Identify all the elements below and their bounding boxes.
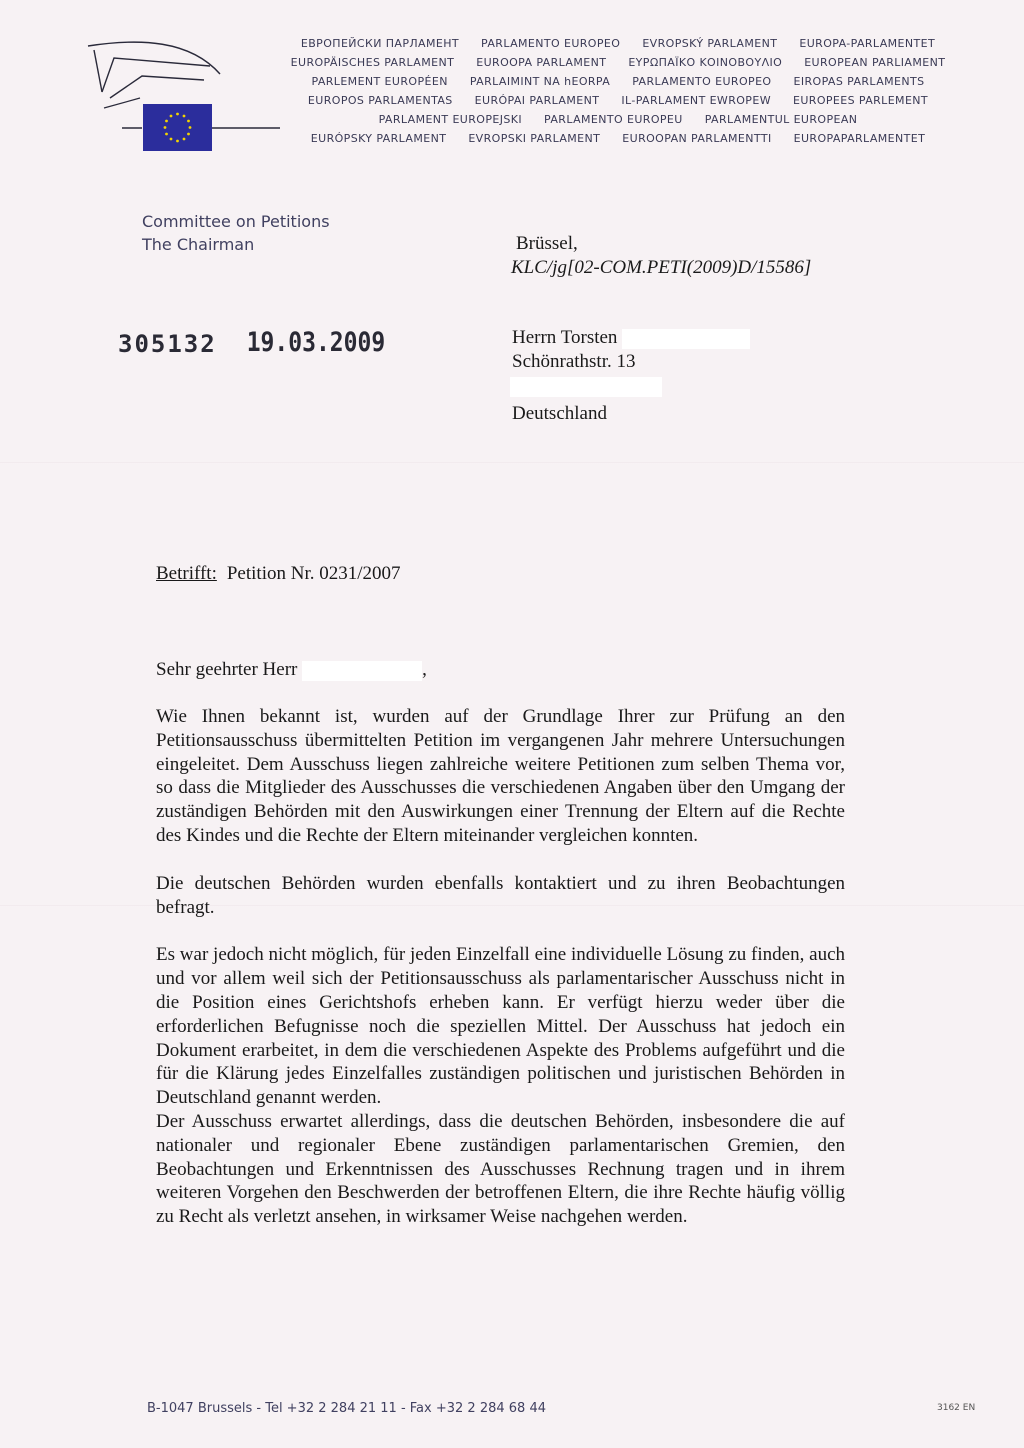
recipient-address: [512, 326, 750, 426]
receipt-stamp: [118, 327, 386, 358]
language-name: EUROPEES PARLEMENT: [792, 94, 929, 107]
salutation-text: Sehr geehrter Herr: [156, 659, 298, 680]
subject-label: Betrifft:: [156, 563, 217, 584]
language-name: EVROPSKI PARLAMENT: [468, 132, 601, 145]
body-paragraph: Es war jedoch nicht möglich, für jeden Einzelfall eine individuelle Lösung zu finden, auch und vor allem weil sich der Petitionsausschuss als parlamentarischer Ausschuss nicht in die Position eines Gerichtshofs erheben kann. Er verfügt hierzu weder über die erforderlichen Befugnisse noch die speziellen Mittel. Der Ausschuss hat jedoch ein Dokument erarbeitet, in dem die verschiedenen Aspekte des Problems aufgeführt und die für die Klärung jedes Einzelfalles zuständigen politischen und juristischen Behörden in Deutschland genannt werden.: [156, 944, 845, 1109]
recipient-country: Deutschland: [512, 403, 607, 424]
language-name: EURÓPSKY PARLAMENT: [310, 132, 447, 145]
redaction-box: [622, 329, 750, 349]
language-name: PARLAMENTO EUROPEO: [481, 37, 621, 50]
sender-block: [142, 210, 330, 256]
language-name: ΕΥΡΩΠΑΪΚΟ ΚΟΙΝΟΒΟΥΛΙΟ: [628, 56, 783, 69]
sender-role: The Chairman: [142, 235, 255, 254]
language-name: EUROPAPARLAMENTET: [793, 132, 926, 145]
language-name: EVROPSKÝ PARLAMENT: [642, 37, 778, 50]
stamp-date: 19.03.2009: [246, 327, 386, 358]
language-name: EUROOPA PARLAMENT: [476, 56, 607, 69]
language-name: EIROPAS PARLAMENTS: [793, 75, 925, 88]
city: Brüssel,: [516, 233, 578, 254]
language-name: EUROPEAN PARLIAMENT: [804, 56, 946, 69]
body-paragraph: Der Ausschuss erwartet allerdings, dass die deutschen Behörden, insbesondere die auf nationaler und regionaler Ebene zuständigen parlamentarischen Gremien, den Beobachtungen und Erkenntnissen des Ausschusses Rechnung tragen und in ihrem weiteren Vorgehen den Beschwerden der betroffenen Eltern, die ihre Rechte häufig völlig zu Recht als verletzt ansehen, in wirksamer Weise nachgehen werden.: [156, 1110, 845, 1228]
reference-number: KLC/jg[02-COM.PETI(2009)D/15586]: [511, 257, 812, 278]
language-name: PARLAMENTO EUROPEO: [632, 75, 772, 88]
footer-address: B-1047 Brussels - Tel +32 2 284 21 11 - Fax +32 2 284 68 44: [147, 1401, 546, 1416]
recipient-street: Schönrathstr. 13: [512, 351, 636, 372]
language-row: [268, 110, 968, 129]
letterhead-languages: [268, 34, 968, 148]
form-code: 3162 EN: [937, 1403, 976, 1413]
language-name: EUROPÄISCHES PARLAMENT: [290, 56, 455, 69]
stamp-number: 305132: [118, 330, 217, 358]
european-parliament-logo-icon: [80, 36, 290, 156]
salutation: [156, 659, 427, 681]
language-row: [268, 53, 968, 72]
salutation-comma: ,: [422, 659, 427, 680]
language-name: IL-PARLAMENT EWROPEW: [621, 94, 771, 107]
language-name: EURÓPAI PARLAMENT: [474, 94, 600, 107]
place-date-block: [511, 232, 812, 280]
language-name: EUROOPAN PARLAMENTTI: [622, 132, 772, 145]
subject-text: Petition Nr. 0231/2007: [226, 563, 401, 584]
language-name: ЕВРОПЕЙСКИ ПАРЛАМЕНТ: [300, 37, 460, 50]
language-name: PARLAMENTO EUROPEU: [544, 113, 683, 126]
language-name: EUROPOS PARLAMENTAS: [307, 94, 453, 107]
paper-fold: [0, 462, 1024, 464]
language-row: [268, 72, 968, 91]
body-paragraph: Wie Ihnen bekannt ist, wurden auf der Grundlage Ihrer zur Prüfung an den Petitionsausschuss übermittelten Petition im vergangenen Jahr mehrere Untersuchungen eingeleitet. Dem Ausschuss liegen zahlreiche weitere Petitionen zum selben Thema vor, so dass die Mitglieder des Ausschusses die verschiedenen Angaben über den Umgang der zuständigen Behörden mit den Auswirkungen einer Trennung der Eltern auf die Rechte des Kindes und die Rechte der Eltern miteinander vergleichen konnten.: [156, 706, 845, 846]
redaction-box: [510, 377, 662, 397]
body-paragraph: Die deutschen Behörden wurden ebenfalls kontaktiert und zu ihren Beobachtungen befragt.: [156, 872, 845, 918]
language-name: PARLEMENT EUROPÉEN: [311, 75, 448, 88]
language-name: EUROPA-PARLAMENTET: [799, 37, 936, 50]
subject-line: [156, 563, 401, 585]
language-name: PARLAIMINT NA hEORPA: [469, 75, 611, 88]
letter-body: [156, 705, 845, 1253]
redaction-box: [302, 661, 422, 681]
language-row: [268, 34, 968, 53]
recipient-name: Herrn Torsten: [512, 327, 618, 348]
committee-name: Committee on Petitions: [142, 212, 330, 231]
language-name: PARLAMENT EUROPEJSKI: [378, 113, 523, 126]
language-row: [268, 129, 968, 148]
language-name: PARLAMENTUL EUROPEAN: [704, 113, 858, 126]
language-row: [268, 91, 968, 110]
